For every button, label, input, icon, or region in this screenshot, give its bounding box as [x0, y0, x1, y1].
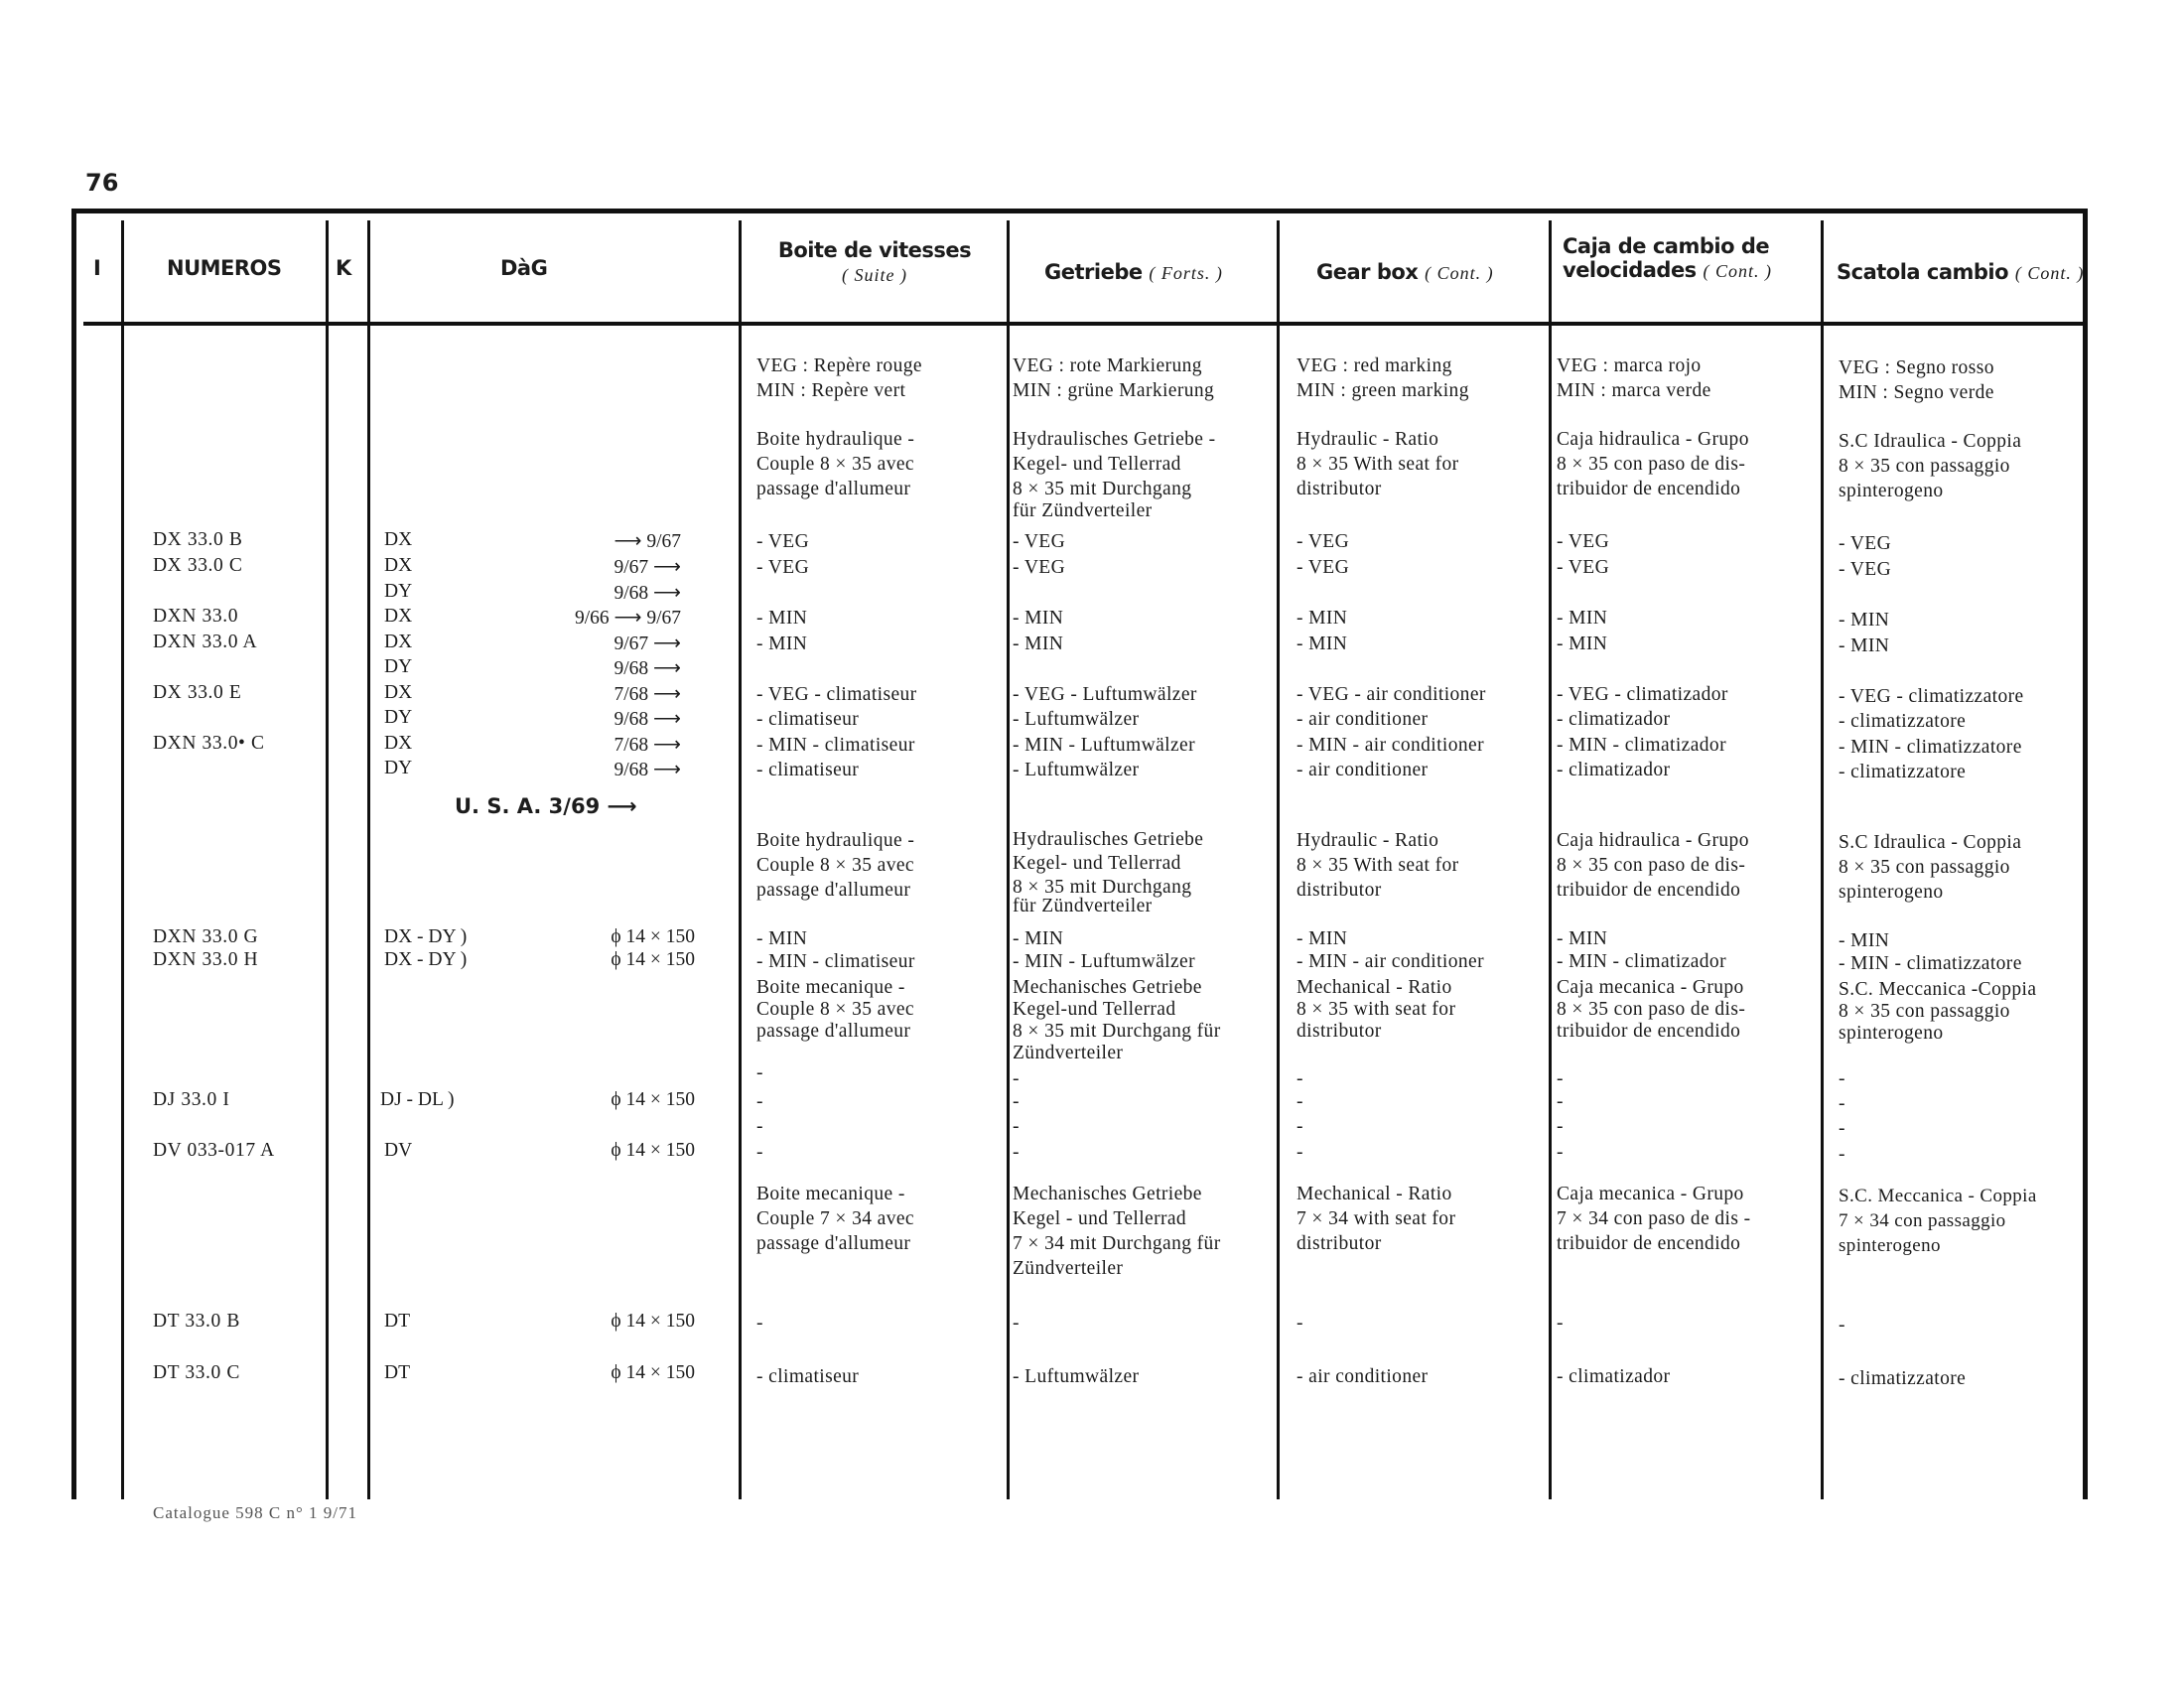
fr-line: passage d'allumeur	[756, 1233, 911, 1254]
it-row: - MIN - climatizzatore	[1839, 953, 2022, 974]
dag-type: DY	[384, 758, 413, 778]
de-row: - Luftumwälzer	[1013, 1366, 1140, 1387]
it-dash: -	[1839, 1144, 1845, 1165]
numero-cell: DX 33.0 B	[153, 529, 243, 550]
it-line: S.C Idraulica - Coppia	[1839, 832, 2022, 853]
fr-row: - MIN	[756, 633, 808, 654]
it-row: - climatizzatore	[1839, 1368, 1967, 1389]
fr-line: passage d'allumeur	[756, 880, 911, 901]
de-hydraulic-2	[1013, 828, 1203, 918]
numero-cell: DJ 33.0 I	[153, 1089, 230, 1110]
es-row: - MIN	[1557, 633, 1608, 654]
es-hydraulic-2	[1557, 828, 1749, 903]
es-hydraulic-1	[1557, 427, 1749, 501]
de-row: - VEG - Luftumwälzer	[1013, 684, 1197, 705]
es-row: -	[1557, 1313, 1564, 1334]
es-dash: -	[1557, 1068, 1564, 1089]
de-dash: -	[1013, 1091, 1020, 1112]
en-row: - air conditioner	[1297, 760, 1429, 780]
en-row: - MIN	[1297, 928, 1348, 949]
dag-dimension: ϕ 14 × 150	[611, 1089, 695, 1110]
dag-date: 9/68 ⟶	[614, 658, 681, 679]
en-mechanical-2	[1297, 1182, 1455, 1256]
fr-dash: -	[756, 1091, 763, 1112]
es-mechanical-1	[1557, 977, 1745, 1043]
header-italian-title: Scatola cambio	[1837, 260, 2009, 284]
column-divider	[739, 220, 742, 1499]
dag-type: DX	[384, 606, 413, 627]
de-line: Kegel- und Tellerrad	[1013, 853, 1181, 874]
dag-dimension: ϕ 14 × 150	[611, 1362, 695, 1383]
en-line: MIN : green marking	[1297, 380, 1469, 401]
fr-line: Boite mecanique -	[756, 1184, 905, 1204]
dag-type: DX	[384, 682, 413, 703]
fr-row: - MIN - climatiseur	[756, 951, 915, 972]
it-line: spinterogeno	[1839, 882, 1944, 903]
numero-cell: DT 33.0 B	[153, 1311, 240, 1332]
es-row: - MIN	[1557, 608, 1608, 629]
fr-dash: -	[756, 1062, 763, 1083]
fr-line: Couple 7 × 34 avec	[756, 1208, 914, 1229]
fr-row: - climatiseur	[756, 709, 860, 730]
header-italian	[1837, 260, 2084, 284]
en-line: distributor	[1297, 1233, 1382, 1254]
header-bottom-border	[83, 322, 2087, 326]
dag-type: DX	[384, 733, 413, 754]
es-line: VEG : marca rojo	[1557, 355, 1702, 376]
en-line: Hydraulic - Ratio	[1297, 830, 1439, 851]
column-divider	[1007, 220, 1010, 1499]
table-right-border	[2083, 209, 2088, 1499]
fr-line: Boite hydraulique -	[756, 429, 915, 450]
dag-type: DY	[384, 707, 413, 728]
fr-row: - climatiseur	[756, 760, 860, 780]
es-line: tribuidor de encendido	[1557, 1021, 1741, 1042]
fr-hydraulic-1	[756, 427, 914, 501]
de-row: - Luftumwälzer	[1013, 709, 1140, 730]
en-line: 7 × 34 with seat for	[1297, 1208, 1456, 1229]
dag-type: DY	[384, 581, 413, 602]
de-dash: -	[1013, 1142, 1020, 1163]
de-line: VEG : rote Markierung	[1013, 355, 1202, 376]
it-line: 8 × 35 con passaggio	[1839, 857, 2010, 878]
en-line: VEG : red marking	[1297, 355, 1452, 376]
header-numeros: NUMEROS	[167, 256, 282, 280]
en-line: 8 × 35 With seat for	[1297, 855, 1459, 876]
de-line: Kegel - und Tellerrad	[1013, 1208, 1187, 1229]
es-line: tribuidor de encendido	[1557, 880, 1741, 901]
dag-date: 7/68 ⟶	[614, 684, 681, 705]
header-english	[1316, 260, 1494, 284]
fr-dash: -	[756, 1142, 763, 1163]
de-row: - MIN - Luftumwälzer	[1013, 951, 1195, 972]
en-hydraulic-1	[1297, 427, 1459, 501]
column-divider	[121, 220, 124, 1499]
it-line: spinterogeno	[1839, 481, 1944, 501]
it-line: MIN : Segno verde	[1839, 382, 1994, 403]
usa-section-label: U. S. A. 3/69 ⟶	[455, 794, 637, 818]
dag-type: DX - DY )	[384, 949, 468, 970]
es-row: - VEG	[1557, 531, 1610, 552]
dag-type: DT	[384, 1362, 410, 1383]
dag-dimension: ϕ 14 × 150	[611, 1140, 695, 1161]
it-row: - VEG - climatizzatore	[1839, 686, 2024, 707]
en-line: Mechanical - Ratio	[1297, 977, 1452, 998]
dag-type: DX - DY )	[384, 926, 468, 947]
numero-cell: DXN 33.0• C	[153, 733, 265, 754]
es-row: - climatizador	[1557, 709, 1671, 730]
fr-dash: -	[756, 1116, 763, 1137]
dag-date: 9/68 ⟶	[614, 760, 681, 780]
fr-line: MIN : Repère vert	[756, 380, 906, 401]
de-line: Mechanisches Getriebe	[1013, 1184, 1202, 1204]
it-mechanical-1	[1839, 979, 2036, 1045]
header-spanish-sub: ( Cont. )	[1703, 261, 1772, 281]
numero-cell: DV 033-017 A	[153, 1140, 275, 1161]
en-hydraulic-2	[1297, 828, 1459, 903]
header-k: K	[336, 256, 351, 280]
column-divider	[326, 220, 329, 1499]
it-row: - VEG	[1839, 533, 1892, 554]
fr-line: Couple 8 × 35 avec	[756, 454, 914, 475]
header-french-title: Boite de vitesses	[777, 238, 972, 262]
dag-type: DJ - DL )	[380, 1089, 455, 1110]
fr-line: passage d'allumeur	[756, 1021, 911, 1042]
es-line: 8 × 35 con paso de dis-	[1557, 855, 1746, 876]
it-line: 7 × 34 con passaggio	[1839, 1210, 2006, 1231]
dag-date: 9/68 ⟶	[614, 709, 681, 730]
en-row: - air conditioner	[1297, 1366, 1429, 1387]
de-line: für Zündverteiler	[1013, 500, 1153, 521]
de-line: Zündverteiler	[1013, 1258, 1124, 1279]
it-row: - MIN	[1839, 635, 1890, 656]
dag-date: 9/68 ⟶	[614, 583, 681, 604]
de-dash: -	[1013, 1116, 1020, 1137]
header-french-sub: ( Suite )	[842, 265, 907, 285]
es-line: Caja mecanica - Grupo	[1557, 1184, 1744, 1204]
de-line: Mechanisches Getriebe	[1013, 977, 1202, 998]
en-dash: -	[1297, 1068, 1303, 1089]
dag-date: 9/66 ⟶ 9/67	[574, 608, 681, 629]
header-spanish	[1563, 234, 1772, 282]
de-dash: -	[1013, 1068, 1020, 1089]
dag-date: 7/68 ⟶	[614, 735, 681, 756]
en-line: distributor	[1297, 1021, 1382, 1042]
en-row: - VEG	[1297, 557, 1350, 578]
it-dash: -	[1839, 1118, 1845, 1139]
header-spanish-title1: Caja de cambio de	[1563, 234, 1770, 258]
numero-cell: DXN 33.0 H	[153, 949, 259, 970]
en-dash: -	[1297, 1091, 1303, 1112]
en-dash: -	[1297, 1116, 1303, 1137]
de-line: für Zündverteiler	[1013, 896, 1153, 916]
it-line: 8 × 35 con passaggio	[1839, 456, 2010, 477]
dag-type: DX	[384, 529, 413, 550]
table-top-border	[73, 209, 2087, 213]
es-dash: -	[1557, 1116, 1564, 1137]
fr-row: - VEG	[756, 531, 810, 552]
it-row: - MIN	[1839, 930, 1890, 951]
dag-type: DX	[384, 555, 413, 576]
dag-type: DT	[384, 1311, 410, 1332]
es-line: tribuidor de encendido	[1557, 479, 1741, 499]
de-line: Zündverteiler	[1013, 1043, 1124, 1063]
it-mechanical-2	[1839, 1184, 2037, 1258]
de-line: Kegel-und Tellerrad	[1013, 999, 1176, 1020]
dag-date: 9/67 ⟶	[614, 557, 681, 578]
en-line: Mechanical - Ratio	[1297, 1184, 1452, 1204]
es-row: - MIN - climatizador	[1557, 735, 1726, 756]
column-divider	[1821, 220, 1824, 1499]
de-line: 8 × 35 mit Durchgang	[1013, 877, 1192, 898]
numero-cell: DXN 33.0 A	[153, 632, 258, 652]
header-spanish-title2: velocidades	[1563, 258, 1697, 282]
de-row: - Luftumwälzer	[1013, 760, 1140, 780]
en-row: - air conditioner	[1297, 709, 1429, 730]
page-number: 76	[85, 169, 119, 197]
it-veg-min	[1839, 355, 1994, 405]
es-line: Caja mecanica - Grupo	[1557, 977, 1744, 998]
it-line: S.C. Meccanica -Coppia	[1839, 979, 2037, 1000]
it-line: S.C. Meccanica - Coppia	[1839, 1186, 2037, 1206]
en-veg-min	[1297, 353, 1469, 403]
column-divider	[1277, 220, 1280, 1499]
es-line: tribuidor de encendido	[1557, 1233, 1741, 1254]
en-line: Hydraulic - Ratio	[1297, 429, 1439, 450]
header-dag: DàG	[500, 256, 548, 280]
en-line: distributor	[1297, 479, 1382, 499]
dag-date: 9/67 ⟶	[614, 633, 681, 654]
numero-cell: DX 33.0 E	[153, 682, 242, 703]
numero-cell: DXN 33.0	[153, 606, 239, 627]
de-row: - MIN	[1013, 633, 1064, 654]
de-row: -	[1013, 1313, 1020, 1334]
header-english-sub: ( Cont. )	[1425, 263, 1494, 283]
en-line: distributor	[1297, 880, 1382, 901]
es-line: MIN : marca verde	[1557, 380, 1711, 401]
es-line: 8 × 35 con paso de dis-	[1557, 999, 1746, 1020]
de-row: - MIN	[1013, 928, 1064, 949]
de-line: 8 × 35 mit Durchgang	[1013, 479, 1192, 499]
fr-line: Couple 8 × 35 avec	[756, 855, 914, 876]
fr-line: Boite hydraulique -	[756, 830, 915, 851]
fr-mechanical-2	[756, 1182, 914, 1256]
it-dash: -	[1839, 1068, 1845, 1089]
header-english-title: Gear box	[1316, 260, 1419, 284]
de-line: MIN : grüne Markierung	[1013, 380, 1215, 401]
it-hydraulic-2	[1839, 830, 2021, 905]
it-row: - MIN	[1839, 610, 1890, 631]
de-row: - MIN - Luftumwälzer	[1013, 735, 1195, 756]
it-dash: -	[1839, 1093, 1845, 1114]
es-line: Caja hidraulica - Grupo	[1557, 830, 1749, 851]
header-i: I	[93, 256, 101, 280]
dag-date: ⟶ 9/67	[614, 531, 681, 552]
de-line: 8 × 35 mit Durchgang für	[1013, 1021, 1221, 1042]
en-row: - MIN	[1297, 633, 1348, 654]
fr-row: - MIN - climatiseur	[756, 735, 915, 756]
es-row: - climatizador	[1557, 760, 1671, 780]
dag-dimension: ϕ 14 × 150	[611, 949, 695, 970]
fr-row: - VEG - climatiseur	[756, 684, 917, 705]
en-row: - MIN - air conditioner	[1297, 951, 1484, 972]
fr-row: - MIN	[756, 928, 808, 949]
header-french	[743, 238, 1007, 286]
fr-veg-min	[756, 353, 922, 403]
it-line: spinterogeno	[1839, 1023, 1944, 1044]
es-line: 8 × 35 con paso de dis-	[1557, 454, 1746, 475]
dag-dimension: ϕ 14 × 150	[611, 926, 695, 947]
dag-type: DY	[384, 656, 413, 677]
it-row: - VEG	[1839, 559, 1892, 580]
fr-mechanical-1	[756, 977, 914, 1043]
de-row: - VEG	[1013, 531, 1066, 552]
fr-row: - MIN	[756, 608, 808, 629]
fr-line: passage d'allumeur	[756, 479, 911, 499]
en-line: 8 × 35 With seat for	[1297, 454, 1459, 475]
column-divider	[367, 220, 370, 1499]
dag-type: DV	[384, 1140, 413, 1161]
header-german	[1044, 260, 1223, 284]
header-german-sub: ( Forts. )	[1149, 263, 1223, 283]
it-line: 8 × 35 con passaggio	[1839, 1001, 2010, 1022]
de-veg-min	[1013, 353, 1214, 403]
numero-cell: DT 33.0 C	[153, 1362, 240, 1383]
fr-line: Boite mecanique -	[756, 977, 905, 998]
fr-hydraulic-2	[756, 828, 914, 903]
es-row: - climatizador	[1557, 1366, 1671, 1387]
fr-line: Couple 8 × 35 avec	[756, 999, 914, 1020]
numero-cell: DX 33.0 C	[153, 555, 243, 576]
column-divider	[1549, 220, 1552, 1499]
de-mechanical-2	[1013, 1182, 1221, 1281]
it-row: - climatizzatore	[1839, 711, 1967, 732]
dag-type: DX	[384, 632, 413, 652]
en-line: 8 × 35 with seat for	[1297, 999, 1456, 1020]
en-row: - VEG - air conditioner	[1297, 684, 1486, 705]
de-line: 7 × 34 mit Durchgang für	[1013, 1233, 1221, 1254]
de-line: Hydraulisches Getriebe -	[1013, 429, 1216, 450]
numero-cell: DXN 33.0 G	[153, 926, 259, 947]
en-row: - VEG	[1297, 531, 1350, 552]
de-line: Kegel- und Tellerrad	[1013, 454, 1181, 475]
header-italian-sub: ( Cont. )	[2014, 263, 2085, 283]
de-hydraulic-1	[1013, 427, 1216, 523]
dag-dimension: ϕ 14 × 150	[611, 1311, 695, 1332]
it-line: VEG : Segno rosso	[1839, 357, 1994, 378]
it-row: - climatizzatore	[1839, 762, 1967, 782]
it-line: spinterogeno	[1839, 1235, 1941, 1256]
catalogue-footer: Catalogue 598 C n° 1 9/71	[153, 1503, 358, 1522]
en-row: - MIN	[1297, 608, 1348, 629]
table-left-border	[71, 209, 76, 1499]
en-row: - MIN - air conditioner	[1297, 735, 1484, 756]
es-line: Caja hidraulica - Grupo	[1557, 429, 1749, 450]
header-german-title: Getriebe	[1044, 260, 1143, 284]
it-line: S.C Idraulica - Coppia	[1839, 431, 2022, 452]
es-mechanical-2	[1557, 1182, 1751, 1256]
fr-line: VEG : Repère rouge	[756, 355, 922, 376]
en-dash: -	[1297, 1142, 1303, 1163]
es-row: - VEG - climatizador	[1557, 684, 1728, 705]
fr-row: - climatiseur	[756, 1366, 860, 1387]
de-mechanical-1	[1013, 977, 1221, 1064]
de-line: Hydraulisches Getriebe	[1013, 829, 1204, 850]
en-mechanical-1	[1297, 977, 1455, 1043]
es-line: 7 × 34 con paso de dis -	[1557, 1208, 1751, 1229]
it-hydraulic-1	[1839, 429, 2021, 503]
it-row: -	[1839, 1315, 1845, 1336]
es-row: - MIN - climatizador	[1557, 951, 1726, 972]
de-row: - VEG	[1013, 557, 1066, 578]
fr-row: - VEG	[756, 557, 810, 578]
es-row: - MIN	[1557, 928, 1608, 949]
es-veg-min	[1557, 353, 1711, 403]
en-row: -	[1297, 1313, 1303, 1334]
de-row: - MIN	[1013, 608, 1064, 629]
it-row: - MIN - climatizzatore	[1839, 737, 2022, 758]
es-row: - VEG	[1557, 557, 1610, 578]
es-dash: -	[1557, 1142, 1564, 1163]
fr-row: -	[756, 1313, 763, 1334]
es-dash: -	[1557, 1091, 1564, 1112]
